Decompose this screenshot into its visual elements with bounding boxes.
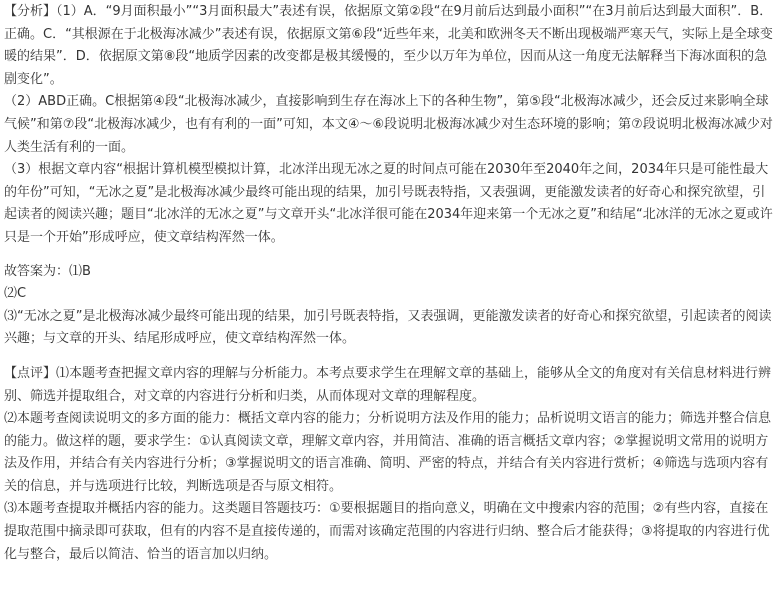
comment-paragraph-3: ⑶本题考查提取并概括内容的能力。这类题目答题技巧：①要根据题目的指向意义，明确在文中搜索内容的范围；②有些内容，直接在提取范围中摘录即可获取，但有的内容不是直接传递的，而需对该确定范围的内容进行归纳、整合后才能获得；③将提取的内容进行优化与整合，最后以简洁、恰当的语言加以归纳。 (4, 501, 770, 562)
answer-line-2: ⑵C (4, 286, 27, 302)
analysis-paragraph-1: 【分析】（1）A．“9月面积最小”“3月面积最大”表述有误，依据原文第②段“在9月前后达到最小面积”“在3月前后达到最大面积”．B．正确。C．“其根源在于北极海冰减少”表述有误，依据原文第⑥段“近些年来，北美和欧洲冬天不断出现极端严寒天气，实际上是全球变暖的结果”．D．依据原文第⑧段“地质学因素的改变都是极其缓慢的，至少以万年为单位，因而从这一角度无法解释当下海冰面积的急剧变化”。 (4, 4, 773, 87)
document-body (4, 1, 776, 566)
spacer (4, 250, 776, 261)
answer-line-1: 故答案为：⑴B (4, 263, 91, 279)
answer-line-3: ⑶“无冰之夏”是北极海冰减少最终可能出现的结果，加引号既表特指，又表强调，更能激发读者的好奇心和探究欲望，引起读者的阅读兴趣；与文章的开头、结尾形成呼应，使文章结构浑然一体。 (4, 308, 772, 347)
spacer (4, 351, 776, 363)
analysis-paragraph-3: （3）根据文章内容“根据计算机模型模拟计算，北冰洋出现无冰之夏的时间点可能在2030年至2040年之间，2034年只是可能性最大的年份”可知，“无冰之夏”是北极海冰减少最终可能出现的结果，加引号既表特指，又表强调，更能激发读者的好奇心和探究欲望，引起读者的阅读兴趣；题目“北冰洋的无冰之夏”与文章开头“北冰洋很可能在2034年迎来第一个无冰之夏”和结尾“北冰洋的无冰之夏或许只是一个开始”形成呼应，使文章结构浑然一体。 (4, 162, 773, 245)
analysis-paragraph-2: （2）ABD正确。C根据第④段“北极海冰减少，直接影响到生存在海冰上下的各种生物”，第⑤段“北极海冰减少，还会反过来影响全球气候”和第⑦段“北极海冰减少，也有有利的一面”可知，本文④～⑥段说明北极海冰减少对生态环境的影响；第⑦段说明北极海冰减少对人类生活有利的一面。 (4, 94, 773, 155)
comment-paragraph-2: ⑵本题考查阅读说明文的多方面的能力：概括文章内容的能力；分析说明方法及作用的能力；品析说明文语言的能力；筛选并整合信息的能力。做这样的题，要求学生：①认真阅读文章，理解文章内容，并用简洁、准确的语言概括文章内容；②掌握说明文常用的说明方法及作用，并结合有关内容进行分析；③掌握说明文的语言准确、简明、严密的特点，并结合有关内容进行赏析；④筛选与选项内容有关的信息，并与选项进行比较，判断选项是否与原文相符。 (4, 411, 772, 494)
comment-paragraph-1: 【点评】⑴本题考查把握文章内容的理解与分析能力。本考点要求学生在理解文章的基础上，能够从全文的角度对有关信息材料进行辨别、筛选并提取组合，对文章的内容进行分析和归类，从而体现对文章的理解程度。 (4, 365, 772, 404)
